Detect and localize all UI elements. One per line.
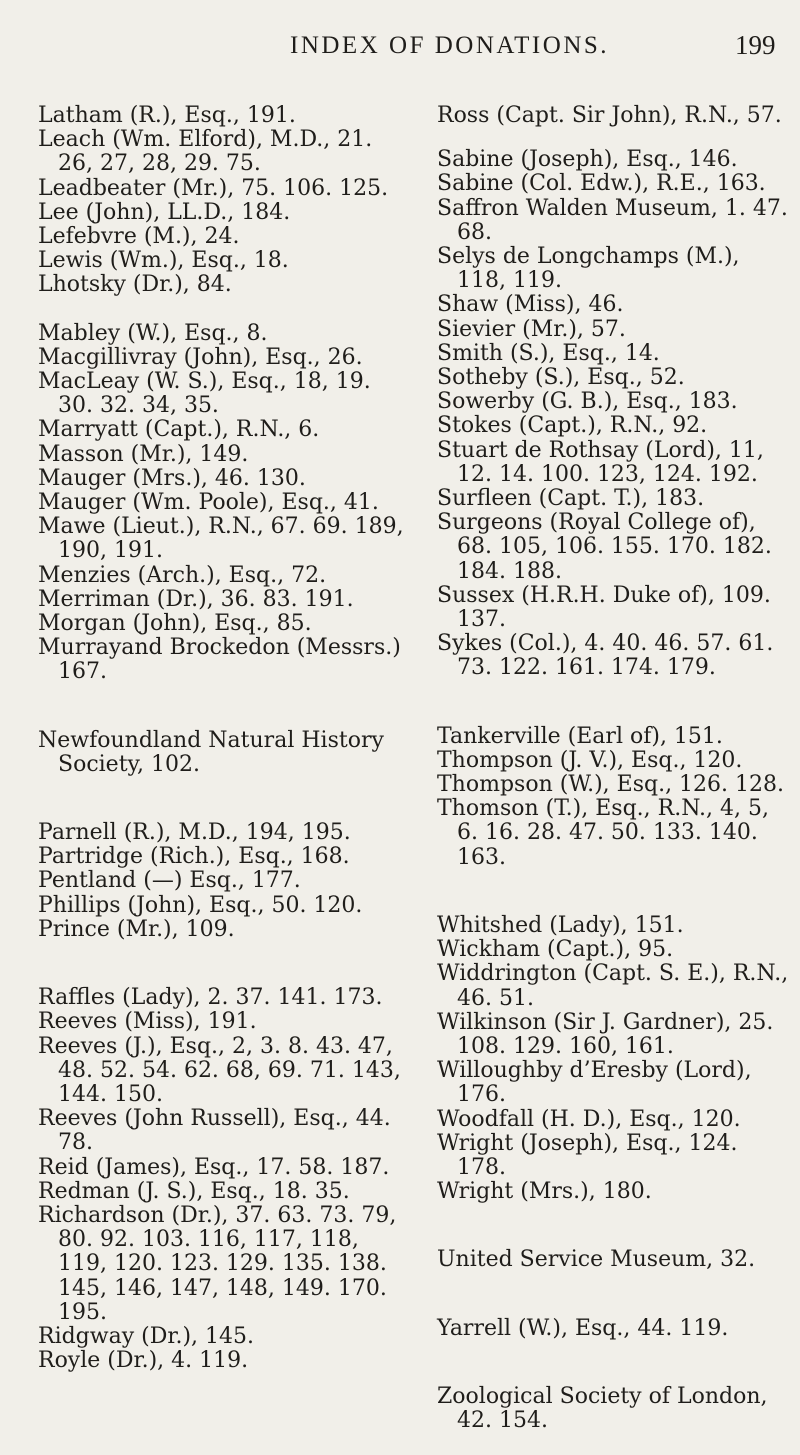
index-entry: Wickham (Capt.), 95. (437, 937, 674, 963)
index-entry: Mauger (Wm. Poole), Esq., 41. (38, 490, 379, 516)
index-entry: Ridgway (Dr.), 145. (38, 1323, 255, 1349)
index-entry: Surgeons (Royal College of), 68. 105, 106. 155. 170. 182. 184. 188. (437, 510, 772, 584)
index-entry: Surfleen (Capt. T.), 183. (437, 486, 705, 512)
index-entry: Lhotsky (Dr.), 84. (38, 272, 232, 298)
index-entry: Mabley (W.), Esq., 8. (38, 320, 268, 346)
index-entry: Masson (Mr.), 149. (38, 441, 249, 467)
index-column-right (437, 104, 790, 1433)
index-entry: Selys de Longchamps (M.), 118, 119. (437, 244, 740, 294)
index-entry: Menzies (Arch.), Esq., 72. (38, 562, 327, 588)
index-entry: Thompson (J. V.), Esq., 120. (437, 747, 743, 773)
index-entry: Mawe (Lieut.), R.N., 67. 69. 189, 190, 191. (38, 514, 404, 564)
index-entry: Widdrington (Capt. S. E.), R.N., 46. 51. (437, 961, 789, 1011)
index-entry: Sussex (H.R.H. Duke of), 109. 137. (437, 582, 771, 633)
index-entry: Reeves (Miss), 191. (38, 1009, 257, 1035)
index-entry: Reid (James), Esq., 17. 58. 187. (38, 1154, 390, 1180)
index-entry: Stokes (Capt.), R.N., 92. (437, 413, 708, 439)
index-entry: Ross (Capt. Sir John), R.N., 57. (437, 103, 782, 128)
index-entry: Lefebvre (M.), 24. (38, 224, 240, 250)
index-entry: Raffles (Lady), 2. 37. 141. 173. (38, 985, 383, 1011)
index-entry: Tankerville (Earl of), 151. (437, 723, 723, 749)
index-entry: Thomson (T.), Esq., R.N., 4, 5, 6. 16. 28. 47. 50. 133. 140. 163. (437, 796, 769, 870)
index-entry: Leadbeater (Mr.), 75. 106. 125. (38, 175, 389, 201)
index-entry: Whitshed (Lady), 151. (437, 912, 684, 938)
index-entry: Saffron Walden Museum, 1. 47. 68. (437, 195, 788, 245)
index-entry: Leach (Wm. Elford), M.D., 21. 26, 27, 28, 29. 75. (38, 127, 373, 177)
index-entry: Stuart de Rothsay (Lord), 11, 12. 14. 100. 123, 124. 192. (437, 437, 764, 487)
index-entry: Shaw (Miss), 46. (437, 292, 624, 318)
index-entry: Woodfall (H. D.), Esq., 120. (437, 1106, 741, 1132)
index-entry: Parnell (R.), M.D., 194, 195. (38, 820, 351, 846)
index-entry: Sabine (Joseph), Esq., 146. (437, 147, 738, 173)
page-number: 199 (735, 30, 776, 60)
index-entry: Sabine (Col. Edw.), R.E., 163. (437, 171, 766, 197)
index-entry: Sykes (Col.), 4. 40. 46. 57. 61. 73. 122. 161. 174. 179. (437, 631, 774, 681)
index-entry: Redman (J. S.), Esq., 18. 35. (38, 1178, 350, 1204)
index-entry: MacLeay (W. S.), Esq., 18, 19. 30. 32. 34, 35. (38, 369, 371, 419)
index-entry: Murrayand Brockedon (Messrs.) 167. (38, 635, 401, 685)
index-entry: Wilkinson (Sir J. Gardner), 25. 108. 129. 160, 161. (437, 1009, 774, 1059)
index-entry: Latham (R.), Esq., 191. (38, 103, 296, 128)
index-entry: Sievier (Mr.), 57. (437, 316, 626, 342)
index-entry: Pentland (—) Esq., 177. (38, 868, 301, 894)
index-entry: Reeves (John Russell), Esq., 44. 78. (38, 1106, 391, 1156)
index-entry: Richardson (Dr.), 37. 63. 73. 79, 80. 92. 103. 116, 117, 118, 119, 120. 123. 129. 135. 138. 145, 146, 147, 148, 149. 170. 195. (38, 1202, 397, 1325)
index-entry: Lewis (Wm.), Esq., 18. (38, 248, 289, 274)
running-header (0, 22, 800, 66)
index-entry: Yarrell (W.), Esq., 44. 119. (437, 1315, 729, 1341)
index-entry: Morgan (John), Esq., 85. (38, 611, 312, 637)
index-entry: Reeves (J.), Esq., 2, 3. 8. 43. 47, 48. 52. 54. 62. 68, 69. 71. 143, 144. 150. (38, 1033, 401, 1107)
index-entry: Phillips (John), Esq., 50. 120. (38, 892, 363, 918)
index-entry: Willoughby d’Eresby (Lord), 176. (437, 1058, 752, 1108)
index-entry: Sowerby (G. B.), Esq., 183. (437, 389, 738, 415)
index-entry: Partridge (Rich.), Esq., 168. (38, 844, 350, 870)
index-entry: Macgillivray (John), Esq., 26. (38, 344, 363, 370)
index-entry: Mauger (Mrs.), 46. 130. (38, 465, 306, 491)
index-entry: Wright (Mrs.), 180. (437, 1179, 652, 1205)
index-entry: Marryatt (Capt.), R.N., 6. (38, 417, 320, 443)
index-entry: Royle (Dr.), 4. 119. (38, 1348, 249, 1374)
index-entry: United Service Museum, 32. (437, 1247, 756, 1273)
index-entry: Wright (Joseph), Esq., 124. 178. (437, 1130, 738, 1180)
index-entry: Merriman (Dr.), 36. 83. 191. (38, 586, 354, 612)
index-entry: Smith (S.), Esq., 14. (437, 340, 660, 366)
index-column-left (38, 104, 406, 1373)
index-entry: Prince (Mr.), 109. (38, 916, 235, 942)
index-entry: Zoological Society of London, 42. 154. (437, 1383, 768, 1433)
index-entry: Lee (John), LL.D., 184. (38, 199, 291, 225)
index-entry: Thompson (W.), Esq., 126. 128. (437, 772, 785, 798)
running-title: INDEX OF DONATIONS. (290, 32, 610, 59)
index-entry: Newfoundland Natural History Society, 102. (38, 727, 384, 777)
index-entry: Sotheby (S.), Esq., 52. (437, 365, 685, 391)
